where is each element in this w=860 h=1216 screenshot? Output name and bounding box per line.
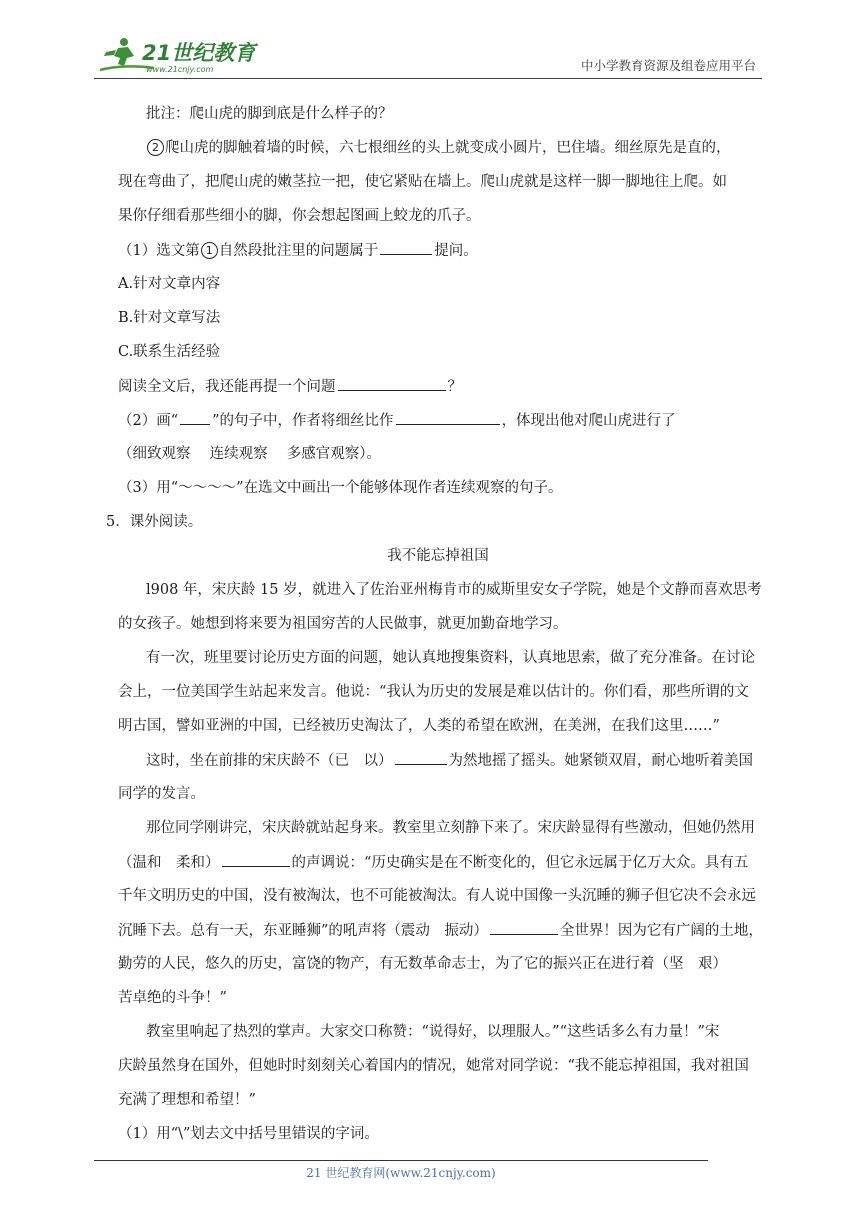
passage-p3-line-1: 这时，坐在前排的宋庆龄不（已 以） 为然地摇了摇头。她紧锁双眉，耐心地听着美国 [146,750,753,771]
answer-blank[interactable] [490,920,558,935]
question-2-line-1: （2）画“ ”的句子中，作者将细丝比作 ，体现出他对爬山虎进行了 [118,410,676,431]
passage-p4-line-3: 千年文明历史的中国，没有被淘汰，也不可能被淘汰。有人说中国像一头沉睡的狮子但它决不会永远 [118,888,756,904]
svg-text:21世纪教育: 21世纪教育 [142,41,256,65]
answer-blank[interactable] [338,376,446,391]
question-final: （1）用“\”划去文中括号里错误的字词。 [118,1126,379,1142]
passage-p4-line-6: 苦卓绝的斗争！” [118,990,227,1006]
question-2-line-2: （细致观察 连续观察 多感官观察）。 [118,446,381,462]
passage-p3-line-2: 同学的发言。 [118,786,205,802]
extra-question: 阅读全文后，我还能再提一个问题 ？ [118,376,462,397]
site-logo [94,34,264,76]
paragraph-2-line-2: 现在弯曲了，把爬山虎的嫩茎拉一把，使它紧贴在墙上。爬山虎就是这样一脚一脚地往上爬。如 [118,174,727,190]
option-b: B.针对文章写法 [118,310,221,326]
passage-p5-line-1: 教室里响起了热烈的掌声。大家交口称赞：“说得好，以理服人。”“这些话多么有力量！”宋 [146,1024,720,1040]
passage-p1-line-1: l908 年，宋庆龄 15 岁，就进入了佐治亚州梅肯市的威斯里安女子学院，她是个文静而喜欢思考 [146,582,762,598]
section-5-heading: 5．课外阅读。 [106,514,203,530]
passage-p2-line-3: 明古国，譬如亚洲的中国，已经被历史淘汰了，人类的希望在欧洲，在美洲，在我们这里……” [118,718,720,734]
passage-p5-line-2: 庆龄虽然身在国外，但她时时刻刻关心着国内的情况，她常对同学说：“我不能忘掉祖国，我对祖国 [118,1058,749,1074]
paragraph-2-line-3: 果你仔细看那些细小的脚，你会想起图画上蛟龙的爪子。 [118,208,481,224]
passage-p4-line-5: 勤劳的人民，悠久的历史，富饶的物产，有无数革命志士，为了它的振兴正在进行着（坚 艰） [118,956,727,972]
passage-p4-line-2: （温和 柔和） 的声调说：“历史确实是在不断变化的，但它永远属于亿万大众。具有五 [118,852,748,873]
passage-p5-line-3: 充满了理想和希望！” [118,1092,256,1108]
svg-text:www.21cnjy.com: www.21cnjy.com [146,65,214,74]
option-c: C.联系生活经验 [118,344,221,360]
passage-title: 我不能忘掉祖国 [387,548,489,564]
question-1: （1）选文第 1 自然段批注里的问题属于 提问。 [118,240,478,261]
paragraph-2-line-1: 2 爬山虎的脚触着墙的时候，六七根细丝的头上就变成小圆片，巴住墙。细丝原先是直的， [146,138,731,158]
footer-divider [94,1160,708,1161]
page-footer: 21 世纪教育网(www.21cnjy.com) [306,1166,496,1180]
underline-sample [180,410,210,425]
question-3: （3）用“～～～～”在选文中画出一个能够体现作者连续观察的句子。 [118,480,563,496]
passage-p4-line-1: 那位同学刚讲完，宋庆龄就站起身来。教室里立刻静下来了。宋庆龄显得有些激动，但她仍然用 [146,820,755,836]
option-a: A.针对文章内容 [118,276,221,292]
answer-blank[interactable] [222,852,290,867]
answer-blank[interactable] [380,240,432,255]
circled-number: 1 [201,242,218,259]
header-platform-text: 中小学教育资源及组卷应用平台 [580,58,756,73]
answer-blank[interactable] [396,410,500,425]
page-header [94,34,762,79]
passage-p2-line-1: 有一次，班里要讨论历史方面的问题，她认真地搜集资料，认真地思索，做了充分准备。在讨论 [146,650,755,666]
passage-p4-line-4: 沉睡下去。总有一天，东亚睡狮”的吼声将（震动 振动） 全世界！因为它有广阔的土地， [118,920,763,941]
annotation-line: 批注：爬山虎的脚到底是什么样子的？ [146,106,393,122]
passage-p2-line-2: 会上，一位美国学生站起来发言。他说：“我认为历史的发展是难以估计的。你们看，那些所谓的文 [118,684,749,700]
answer-blank[interactable] [395,750,447,765]
circled-number: 2 [147,139,164,156]
passage-p1-line-2: 的女孩子。她想到将来要为祖国穷苦的人民做事，就更加勤奋地学习。 [118,616,568,632]
